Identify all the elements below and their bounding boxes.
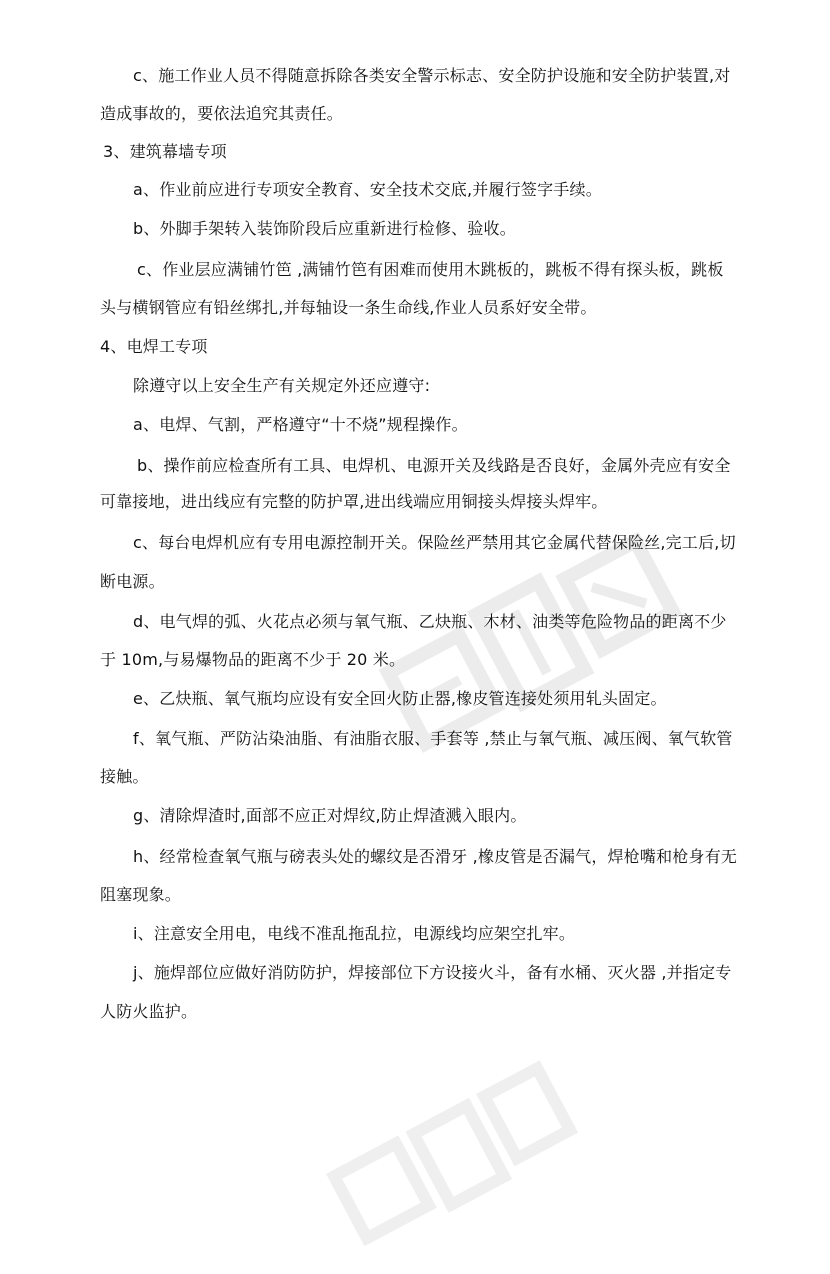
section-4-item-a: a、电焊、气割，严格遵守“十不烧”规程操作。	[133, 415, 468, 434]
section-3-heading: 3、建筑幕墙专项	[103, 142, 227, 161]
section-4-item-d-line2: 于 10m,与易爆物品的距离不少于 20 米。	[100, 650, 406, 669]
section-3-item-c-line2: 头与横钢管应有铅丝绑扎,并每轴设一条生命线,作业人员系好安全带。	[100, 298, 597, 317]
section-3-item-a: a、作业前应进行专项安全教育、安全技术交底,并履行签字手续。	[133, 180, 602, 199]
section-4-item-e: e、乙炔瓶、氧气瓶均应设有安全回火防止器,橡皮管连接处须用轧头固定。	[133, 689, 667, 708]
section-4-item-b-line2: 可靠接地，进出线应有完整的防护罩,进出线端应用铜接头焊接头焊牢。	[100, 492, 608, 511]
section-4-item-j-line1: j、施焊部位应做好消防防护，焊接部位下方设接火斗，备有水桶、灭火器 ,并指定专	[133, 963, 732, 982]
section-4-item-c-line1: c、每台电焊机应有专用电源控制开关。保险丝严禁用其它金属代替保险丝,完工后,切	[133, 533, 736, 552]
section-4-item-h-line1: h、经常检查氧气瓶与磅表头处的螺纹是否滑牙 ,橡皮管是否漏气，焊枪嘴和枪身有无	[133, 847, 738, 866]
section-4-item-b-line1: b、操作前应检查所有工具、电焊机、电源开关及线路是否良好，金属外壳应有安全	[137, 456, 731, 475]
item-c-line2: 造成事故的，要依法追究其责任。	[100, 104, 344, 123]
section-4-item-i: i、注意安全用电，电线不准乱拖乱拉，电源线均应架空扎牢。	[133, 924, 576, 943]
section-4-item-h-line2: 阻塞现象。	[100, 885, 182, 904]
section-4-item-d-line1: d、电气焊的弧、火花点必须与氧气瓶、乙炔瓶、木材、油类等危险物品的距离不少	[133, 612, 727, 631]
section-4-intro: 除遵守以上安全生产有关规定外还应遵守:	[133, 376, 431, 395]
section-4-item-c-line2: 断电源。	[100, 572, 165, 591]
section-3-item-c-line1: c、作业层应满铺竹笆 ,满铺竹笆有困难而使用木跳板的，跳板不得有探头板，跳板	[137, 260, 724, 279]
section-4-item-j-line2: 人防火监护。	[100, 1002, 198, 1021]
item-c-line1: c、施工作业人员不得随意拆除各类安全警示标志、安全防护设施和安全防护装置,对	[133, 66, 731, 85]
section-4-item-f-line1: f、氧气瓶、严防沾染油脂、有油脂衣服、手套等 ,禁止与氧气瓶、减压阀、氧气软管	[133, 729, 733, 748]
section-4-item-g: g、清除焊渣时,面部不应正对焊纹,防止焊渣溅入眼内。	[133, 806, 527, 825]
section-4-heading: 4、电焊工专项	[100, 337, 208, 356]
section-3-item-b: b、外脚手架转入装饰阶段后应重新进行检修、验收。	[133, 219, 516, 238]
watermark-logo-bottom	[307, 1046, 593, 1274]
section-4-item-f-line2: 接触。	[100, 767, 149, 786]
